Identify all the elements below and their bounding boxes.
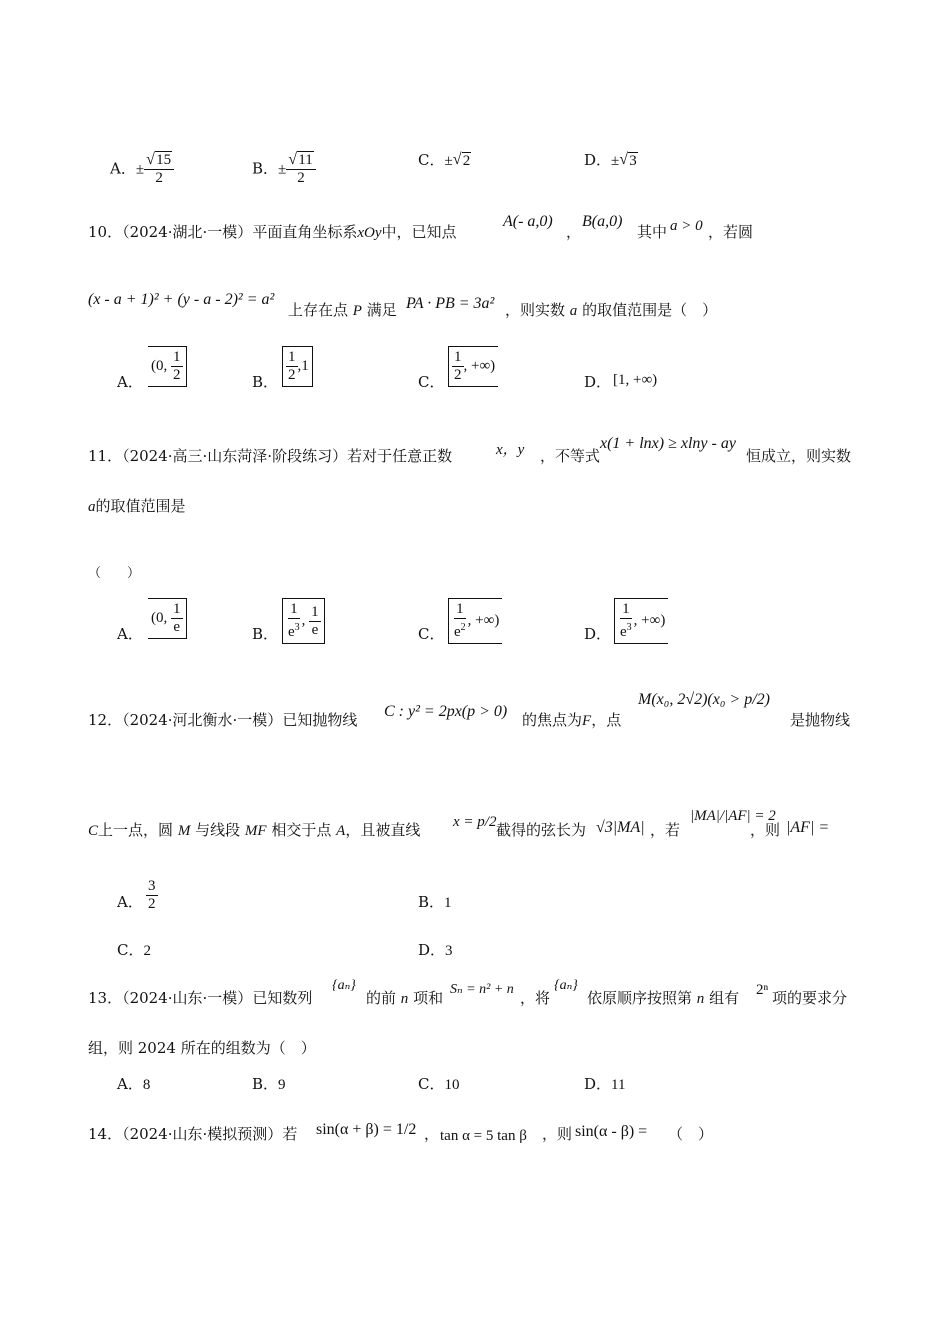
q11-option-a[interactable]: (0, $\frac{1}{e}$: [148, 598, 187, 639]
q11-option-c[interactable]: $\frac{1}{e^2}$ , +∞): [448, 598, 502, 644]
q12-option-d[interactable]: D．3: [418, 941, 453, 959]
q10-source: （2024·湖北·一模）: [122, 223, 253, 241]
q10-circle-equation: (x - a + 1)² + (y - a - 2)² = a²: [88, 291, 275, 308]
q10-option-c[interactable]: $\frac{1}{2}$ , +∞): [448, 346, 498, 387]
q10-condition: a > 0: [670, 218, 703, 234]
q12-point-m: M(x₀, 2√2)(x₀ > p/2): [638, 691, 770, 708]
q14-tan-relation: tan α = 5 tan β: [440, 1128, 527, 1144]
q9-option-b[interactable]: B．± √ $\frac{11}{2}$: [252, 152, 316, 187]
q11-answer-paren: （ ）: [88, 566, 141, 581]
q12-chord: √3|MA|: [596, 819, 645, 836]
q14-answer-paren: （ ）: [668, 1125, 714, 1143]
q11-option-a-label[interactable]: A．: [117, 625, 143, 643]
q9-option-a[interactable]: A．± √ $\frac{15}{2}$: [110, 152, 174, 187]
q12-parabola: C : y² = 2px(p > 0): [384, 703, 508, 720]
q13-source: （2024·山东·一模）: [122, 989, 253, 1007]
q10-line-1: 10．（2024·湖北·一模）平面直角坐标系xOy中，已知点: [88, 223, 457, 241]
q11-number: 11．: [88, 447, 123, 465]
q12-number: 12．: [88, 711, 123, 729]
q11-option-d-label[interactable]: D．: [584, 625, 612, 643]
q13-line-1: 13．（2024·山东·一模）已知数列: [88, 989, 313, 1007]
q11-option-b-label[interactable]: B．: [252, 625, 279, 643]
q10-line-2: 上存在点 P 满足: [288, 301, 397, 319]
q10-option-a-label[interactable]: A．: [117, 373, 143, 391]
q13-sequence: {aₙ}: [332, 978, 356, 993]
q11-option-d[interactable]: $\frac{1}{e^3}$ , +∞): [614, 598, 668, 644]
q11-line-2: a的取值范围是: [88, 497, 186, 515]
q12-option-a[interactable]: $\frac{3}{2}$: [148, 878, 156, 912]
q12-option-a-label[interactable]: A．: [117, 893, 143, 911]
q14-given: sin(α + β) = 1/2: [316, 1121, 417, 1138]
q12-ratio: |MA|/|AF| = 2: [690, 808, 776, 824]
q11-source: （2024·高三·山东菏泽·阶段练习）: [122, 447, 348, 465]
q13-sum: Sₙ = n² + n: [450, 982, 514, 997]
q12-line-2: C上一点，圆 M 与线段 MF 相交于点 A，且被直线: [88, 821, 421, 839]
q10-option-b[interactable]: $\frac{1}{2}$ ,1: [282, 346, 313, 387]
q10-option-c-label[interactable]: C．: [418, 373, 445, 391]
q13-sequence-2: {aₙ}: [554, 978, 578, 993]
q14-line-1: 14．（2024·山东·模拟预测）若: [88, 1125, 298, 1143]
q10-number: 10．: [88, 223, 123, 241]
q11-option-c-label[interactable]: C．: [418, 625, 445, 643]
q13-option-a[interactable]: A．8: [117, 1075, 151, 1093]
q10-point-b: B(a,0): [582, 213, 623, 230]
q10-option-a[interactable]: (0, $\frac{1}{2}$: [148, 346, 187, 387]
q9-option-c[interactable]: C．±√ 2: [418, 150, 471, 171]
q13-number: 13．: [88, 989, 123, 1007]
q11-vars: x，y: [496, 442, 525, 458]
q13-option-d[interactable]: D．11: [584, 1075, 626, 1093]
q10-option-d[interactable]: [1, +∞): [613, 372, 658, 388]
q11-line-1: 11．（2024·高三·山东菏泽·阶段练习）若对于任意正数: [88, 447, 453, 465]
q10-dot-product: PA · PB = 3a²: [406, 295, 495, 312]
q14-target: sin(α - β) =: [575, 1123, 648, 1140]
q10-option-b-label[interactable]: B．: [252, 373, 279, 391]
q10-option-d-label[interactable]: D．: [584, 373, 612, 391]
q13-line-2: 组，则 2024 所在的组数为（ ）: [88, 1039, 316, 1057]
q14-number: 14．: [88, 1125, 123, 1143]
q12-option-c[interactable]: C．2: [117, 941, 151, 959]
q10-point-a: A(- a,0): [503, 213, 553, 230]
q9-option-d[interactable]: D．±√ 3: [584, 150, 638, 171]
q12-source: （2024·河北衡水·一模）: [122, 711, 283, 729]
q14-source: （2024·山东·模拟预测）: [122, 1125, 283, 1143]
q12-af: |AF| =: [786, 819, 830, 836]
q12-line-equation: x = p/2: [453, 814, 497, 830]
q11-option-b[interactable]: $\frac{1}{e^3}$ , $\frac{1}{e}$: [282, 598, 325, 644]
q13-option-c[interactable]: C．10: [418, 1075, 460, 1093]
q12-option-b[interactable]: B．1: [418, 893, 452, 911]
q13-power: 2ⁿ: [756, 982, 769, 998]
q12-line-1: 12．（2024·河北衡水·一模）已知抛物线: [88, 711, 358, 729]
q11-inequality: x(1 + lnx) ≥ xlny - ay: [600, 435, 736, 452]
q13-option-b[interactable]: B．9: [252, 1075, 286, 1093]
